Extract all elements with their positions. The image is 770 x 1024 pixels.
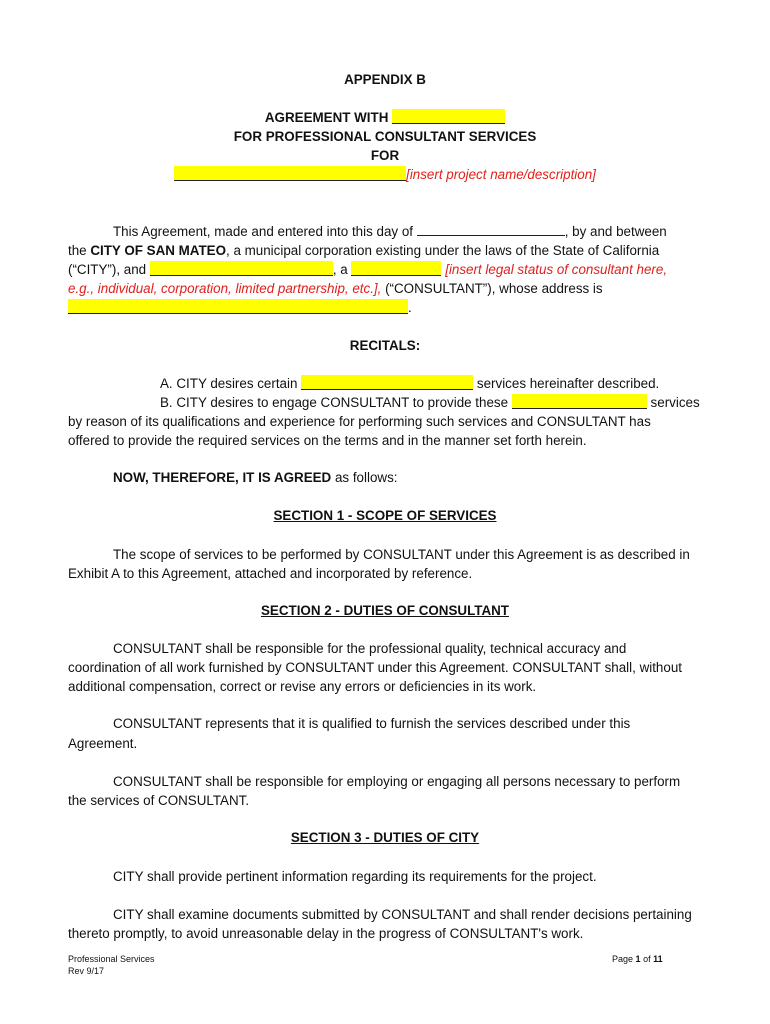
- section-2-p2-line-2: Agreement.: [68, 736, 138, 751]
- intro-line-1: This Agreement, made and entered into this day of , by and between: [113, 224, 667, 239]
- section-1-line-1: The scope of services to be performed by CONSULTANT under this Agreement is as described in: [113, 547, 690, 562]
- intro-line-4: e.g., individual, corporation, limited partnership, etc.], (“CONSULTANT”), whose address is: [68, 281, 603, 296]
- intro-line-2: the CITY OF SAN MATEO, a municipal corporation existing under the laws of the State of California: [68, 243, 660, 258]
- services-title: FOR PROFESSIONAL CONSULTANT SERVICES: [233, 129, 537, 144]
- recitals-heading: RECITALS:: [349, 338, 421, 353]
- agreement-with-line: AGREEMENT WITH: [0, 108, 770, 127]
- footer-doc-name: Professional Services: [68, 954, 155, 964]
- section-3-heading: SECTION 3 - DUTIES OF CITY: [290, 830, 480, 845]
- agreed-line: NOW, THEREFORE, IT IS AGREED as follows:: [113, 470, 398, 485]
- project-name-line: [0, 165, 770, 184]
- section-1-heading: SECTION 1 - SCOPE OF SERVICES: [273, 508, 497, 523]
- project-placeholder: [insert project name/description]: [406, 167, 596, 182]
- intro-line-3: (“CITY”), and , a [insert legal status of consultant here,: [68, 262, 668, 277]
- legal-status-blank[interactable]: [351, 261, 441, 276]
- section-3-p1-line-1: CITY shall provide pertinent information regarding its requirements for the project.: [113, 869, 597, 884]
- section-3-p2-line-1: CITY shall examine documents submitted by CONSULTANT and shall render decisions pertaining: [113, 907, 692, 922]
- services-type-blank[interactable]: [301, 375, 473, 390]
- section-3-p2-line-2: thereto promptly, to avoid unreasonable delay in the progress of CONSULTANT's work.: [68, 926, 584, 941]
- for-line: FOR: [370, 148, 400, 163]
- section-2-heading: SECTION 2 - DUTIES OF CONSULTANT: [261, 603, 509, 618]
- services-blank[interactable]: [512, 394, 647, 409]
- section-2-p1-line-3: additional compensation, correct or revise any errors or deficiencies in its work.: [68, 679, 537, 694]
- recital-a: A. CITY desires certain services hereinafter described.: [160, 376, 660, 391]
- section-1-line-2: Exhibit A to this Agreement, attached and incorporated by reference.: [68, 566, 473, 581]
- date-blank[interactable]: [417, 222, 565, 236]
- recital-b-line-3: by reason of its qualifications and experience for performing such services and CONSULTANT has: [68, 414, 651, 429]
- address-blank[interactable]: [68, 299, 408, 314]
- intro-line-5: .: [68, 298, 412, 317]
- project-name-blank[interactable]: [174, 166, 406, 181]
- footer-revision: Rev 9/17: [68, 966, 105, 976]
- section-2-p3-line-1: CONSULTANT shall be responsible for employing or engaging all persons necessary to perform: [113, 774, 681, 789]
- recital-b-line-4: offered to provide the required services on the terms and in the manner set forth herein.: [68, 433, 587, 448]
- section-2-p1-line-2: coordination of all work furnished by CONSULTANT under this Agreement. CONSULTANT shall, without: [68, 660, 682, 675]
- consultant-name-blank[interactable]: [392, 109, 505, 124]
- appendix-title: APPENDIX B: [344, 72, 426, 87]
- consultant-blank[interactable]: [150, 261, 333, 276]
- section-2-p1-line-1: CONSULTANT shall be responsible for the professional quality, technical accuracy and: [113, 641, 627, 656]
- footer-left: [68, 953, 155, 977]
- section-2-p3-line-2: the services of CONSULTANT.: [68, 793, 250, 808]
- page-number: Page 1 of 11: [612, 954, 663, 964]
- recital-b: B. CITY desires to engage CONSULTANT to provide these services: [160, 395, 700, 410]
- section-2-p2-line-1: CONSULTANT represents that it is qualified to furnish the services described under this: [113, 716, 631, 731]
